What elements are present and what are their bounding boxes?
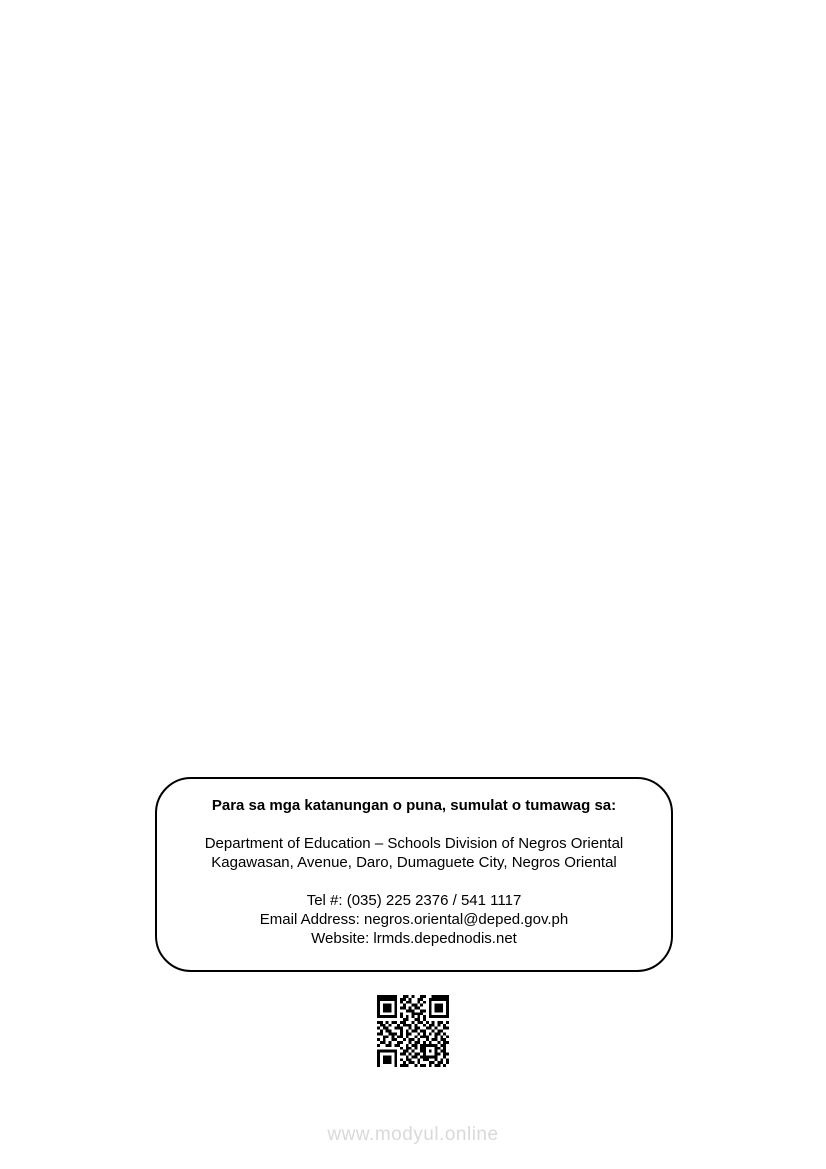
watermark-text: www.modyul.online <box>327 1124 499 1145</box>
contact-info-box <box>155 777 673 972</box>
org-address-block <box>165 834 663 872</box>
qr-code-image <box>377 995 449 1067</box>
website-line: Website: lrmds.depednodis.net <box>311 930 517 947</box>
org-address-line: Kagawasan, Avenue, Daro, Dumaguete City, Negros Oriental <box>211 854 617 871</box>
email-line: Email Address: negros.oriental@deped.gov.ph <box>259 911 569 928</box>
contact-heading: Para sa mga katanungan o puna, sumulat o tumawag sa: <box>211 797 617 814</box>
telephone-line: Tel #: (035) 225 2376 / 541 1117 <box>306 892 522 909</box>
contact-details-block <box>165 891 663 948</box>
qr-code <box>377 995 449 1067</box>
org-name-line: Department of Education – Schools Division of Negros Oriental <box>204 835 624 852</box>
